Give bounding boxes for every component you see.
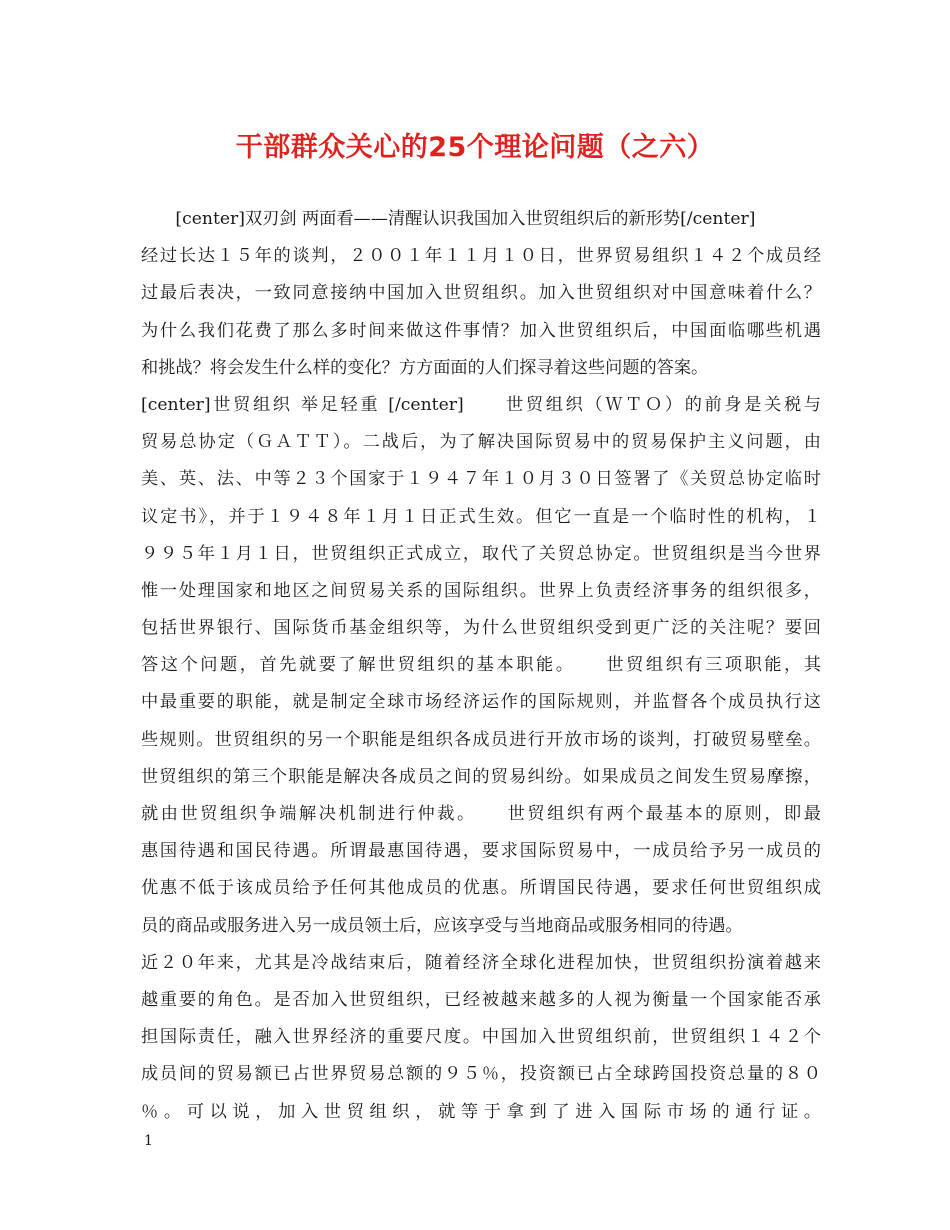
body-line: 中最重要的职能，就是制定全球市场经济运作的国际规则，并监督各个成员执行这 [141,692,821,713]
document-title: 干部群众关心的25个理论问题（之六） [235,132,715,163]
body-line: 员的商品或服务进入另一成员领土后，应该享受与当地商品或服务相同的待遇。 [141,915,743,936]
body-line: 近２０年来，尤其是冷战结束后，随着经济全球化进程加快，世贸组织扮演着越来 [141,952,821,973]
body-line: [center]世贸组织 举足轻重 [/center] 世贸组织（ＷＴＯ）的前身是关税与 [141,394,821,415]
body-line: ９９５年１月１日，世贸组织正式成立，取代了关贸总协定。世贸组织是当今世界 [141,543,821,564]
body-line: ％。可以说，加入世贸组织，就等于拿到了进入国际市场的通行证。 [141,1101,821,1122]
body-line: 惟一处理国家和地区之间贸易关系的国际组织。世界上负责经济事务的组织很多， [141,580,821,601]
body-line: 世贸组织的第三个职能是解决各成员之间的贸易纠纷。如果成员之间发生贸易摩擦， [141,766,821,787]
body-line: 些规则。世贸组织的另一个职能是组织各成员进行开放市场的谈判，打破贸易壁垒。 [141,729,821,750]
body-line: 惠国待遇和国民待遇。所谓最惠国待遇，要求国际贸易中，一成员给予另一成员的 [141,841,821,862]
body-line: 越重要的角色。是否加入世贸组织，已经被越来越多的人视为衡量一个国家能否承 [141,989,821,1010]
body-line: 包括世界银行、国际货币基金组织等，为什么世贸组织受到更广泛的关注呢？要回 [141,618,821,639]
body-line: 过最后表决，一致同意接纳中国加入世贸组织。加入世贸组织对中国意味着什么？ [141,283,821,304]
body-line: 成员间的贸易额已占世界贸易总额的９５％，投资额已占全球跨国投资总量的８０ [141,1064,821,1085]
page-number: 1 [144,1133,153,1149]
body-line: 和挑战？将会发生什么样的变化？方方面面的人们探寻着这些问题的答案。 [141,357,709,378]
body-line: 为什么我们花费了那么多时间来做这件事情？加入世贸组织后，中国面临哪些机遇 [141,320,821,341]
body-line: 优惠不低于该成员给予任何其他成员的优惠。所谓国民待遇，要求任何世贸组织成 [141,878,821,899]
body-line: 议定书》，并于１９４８年１月１日正式生效。但它一直是一个临时性的机构，１ [141,506,821,527]
body-line: 就由世贸组织争端解决机制进行仲裁。 世贸组织有两个最基本的原则，即最 [141,804,821,824]
body-line: 贸易总协定（ＧＡＴＴ）。二战后，为了解决国际贸易中的贸易保护主义问题，由 [141,432,821,453]
body-line: 担国际责任，融入世界经济的重要尺度。中国加入世贸组织前，世贸组织１４２个 [141,1027,821,1048]
document-body [141,201,821,1131]
body-line: 经过长达１５年的谈判，２００１年１１月１０日，世界贸易组织１４２个成员经 [141,246,821,267]
body-line: 美、英、法、中等２３个国家于１９４７年１０月３０日签署了《关贸总协定临时 [141,469,821,490]
body-line: 答这个问题，首先就要了解世贸组织的基本职能。 世贸组织有三项职能，其 [141,655,821,676]
body-line: [center]双刃剑 两面看——清醒认识我国加入世贸组织后的新形势[/center] [141,209,756,229]
